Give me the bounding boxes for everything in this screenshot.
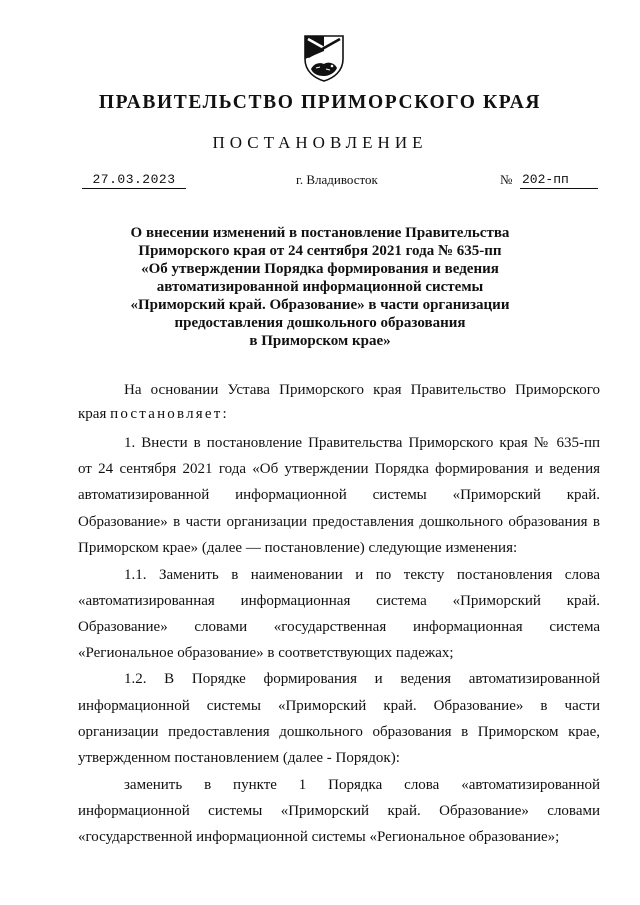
body-line: «государственной информационной системы «Региональное образование»; [78, 829, 560, 845]
body-line [78, 404, 600, 424]
body-line: На основании Устава Приморского края Правительство Приморского [124, 382, 600, 398]
heading-line: предоставления дошкольного образования [174, 315, 466, 331]
heading-line: О внесении изменений в постановление Правительства [130, 225, 510, 241]
document-city: г. Владивосток [296, 172, 378, 187]
body-text: края [78, 406, 111, 422]
body-line: Приморском крае» (далее — постановление) следующие изменения: [78, 540, 518, 556]
number-sign: № [500, 172, 513, 187]
body-line: автоматизированной информационной системы «Приморский край. [78, 487, 600, 503]
heading-line: в Приморском крае» [249, 333, 391, 349]
body-line: «Региональное образование» в соответствующих падежах; [78, 645, 454, 661]
body-line: организации предоставления дошкольного образования в Приморском крае, [78, 724, 600, 740]
body-line: от 24 сентября 2021 года «Об утверждении Порядка формирования и ведения [78, 461, 600, 477]
body-line: информационной системы «Приморский край. Образование» в части [78, 698, 600, 714]
body-line: 1. Внести в постановление Правительства Приморского края № 635-пп [124, 435, 600, 451]
body-line: заменить в пункте 1 Порядка слова «автоматизированной [124, 777, 600, 793]
document-number: 202-пп [520, 172, 598, 189]
document-date: 27.03.2023 [82, 172, 186, 189]
body-line: 1.2. В Порядке формирования и ведения автоматизированной [124, 671, 600, 687]
heading-line: «Об утверждении Порядка формирования и ведения [141, 261, 499, 277]
body-line: утвержденном постановлением (далее - Порядок): [78, 750, 400, 766]
government-name: ПРАВИТЕЛЬСТВО ПРИМОРСКОГО КРАЯ [98, 92, 542, 113]
body-line: Образование» в части организации предоставления дошкольного образования в [78, 514, 600, 530]
document-type: ПОСТАНОВЛЕНИЕ [212, 133, 428, 152]
heading-line: «Приморский край. Образование» в части организации [130, 297, 510, 313]
body-line: «автоматизированная информационная система «Приморский край. [78, 593, 600, 609]
heading-line: автоматизированной информационной системы [156, 279, 484, 295]
body-line: информационной системы «Приморский край. Образование» словами [78, 803, 600, 819]
heading-line: Приморского края от 24 сентября 2021 года № 635-пп [138, 243, 502, 259]
body-line: 1.1. Заменить в наименовании и по тексту постановления слова [124, 567, 600, 583]
body-text-spaced: постановляет: [110, 406, 229, 422]
body-line: Образование» словами «государственная информационная система [78, 619, 600, 635]
